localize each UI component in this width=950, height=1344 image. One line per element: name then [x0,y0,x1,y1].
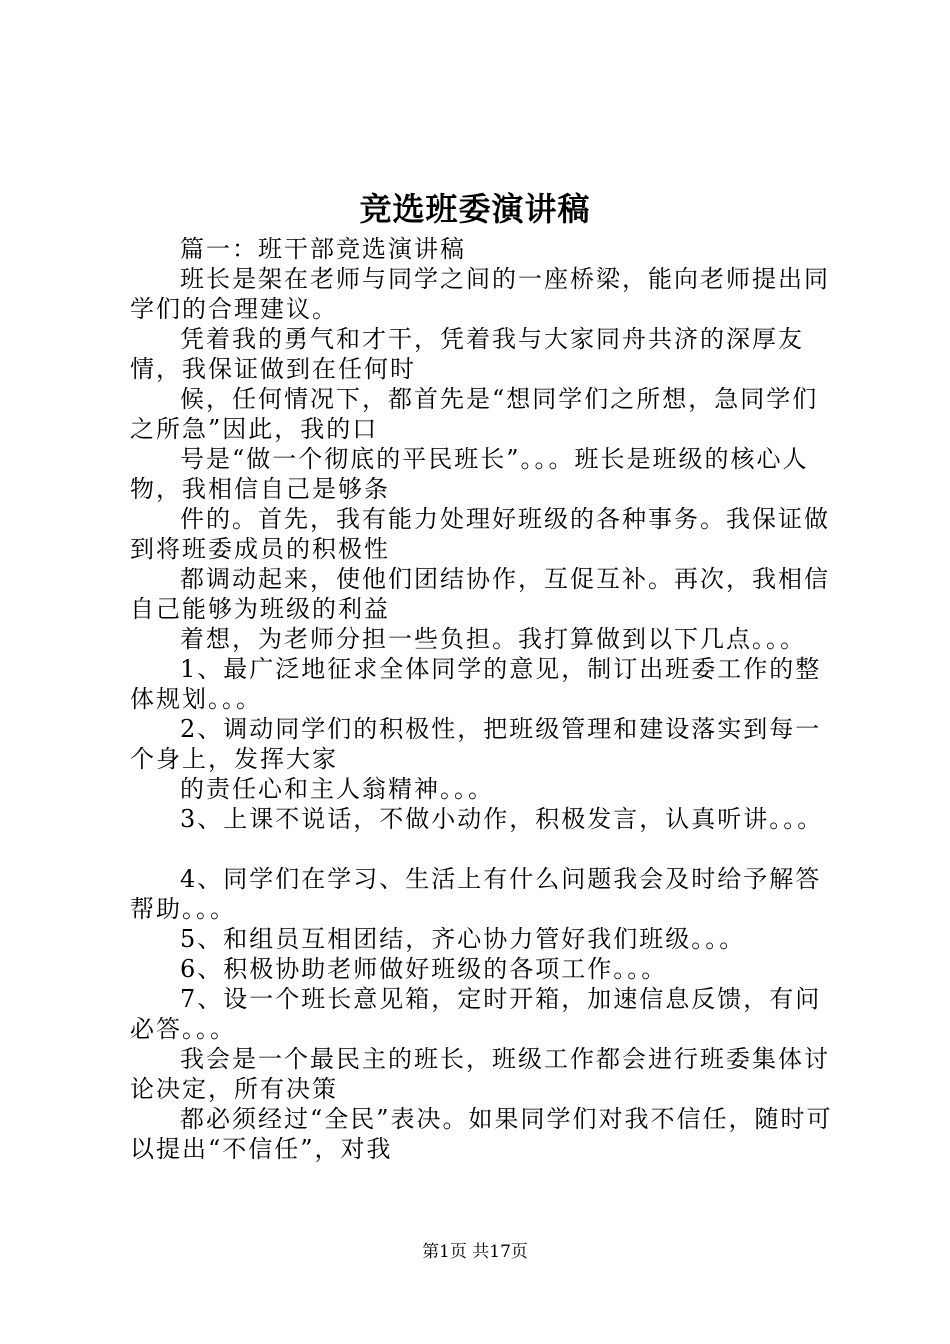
list-item-3: 3、上课不说话，不做小动作，积极发言，认真听讲。。。 [180,805,824,833]
paragraph-8: 着想，为老师分担一些负担。我打算做到以下几点。。。 [180,625,806,653]
paragraph-7: 都调动起来，使他们团结协作，互促互补。再次，我相信自己能够为班级的利益 [130,565,830,623]
list-item-7: 7、设一个班长意见箱，定时开箱，加速信息反馈，有问必答。。。 [130,985,822,1043]
list-item-4: 4、同学们在学习、生活上有什么问题我会及时给予解答帮助。。。 [130,865,822,923]
paragraph-10: 都必须经过“全民”表决。如果同学们对我不信任，随时可以提出“不信任”，对我 [130,1105,833,1163]
paragraph-1: 篇一：班干部竞选演讲稿 [180,235,466,263]
list-item-5: 5、和组员互相团结，齐心协力管好我们班级。。。 [180,925,746,953]
paragraph-9: 我会是一个最民主的班长，班级工作都会进行班委集体讨论决定，所有决策 [130,1045,830,1103]
blank-line [130,834,835,864]
document-body [130,234,835,1164]
list-item-6: 6、积极协助老师做好班级的各项工作。。。 [180,955,668,983]
paragraph-4: 候，任何情况下，都首先是“想同学们之所想，急同学们之所急”因此，我的口 [130,385,819,443]
paragraph-6: 件的。首先，我有能力处理好班级的各种事务。我保证做到将班委成员的积极性 [130,505,830,563]
list-item-2-continued: 的责任心和主人翁精神。。。 [180,775,494,803]
list-item-2: 2、调动同学们的积极性，把班级管理和建设落实到每一个身上，发挥大家 [130,715,822,773]
paragraph-2: 班长是架在老师与同学之间的一座桥梁，能向老师提出同学们的合理建议。 [130,265,830,323]
paragraph-3: 凭着我的勇气和才干，凭着我与大家同舟共济的深厚友情，我保证做到在任何时 [130,325,804,383]
document-title: 竞选班委演讲稿 [359,190,591,228]
page-footer: 第1页 共17页 [422,1242,528,1262]
paragraph-5: 号是“做一个彻底的平民班长”。。。班长是班级的核心人物，我相信自己是够条 [130,445,809,503]
list-item-1: 1、最广泛地征求全体同学的意见，制订出班委工作的整体规划。。。 [130,655,822,713]
